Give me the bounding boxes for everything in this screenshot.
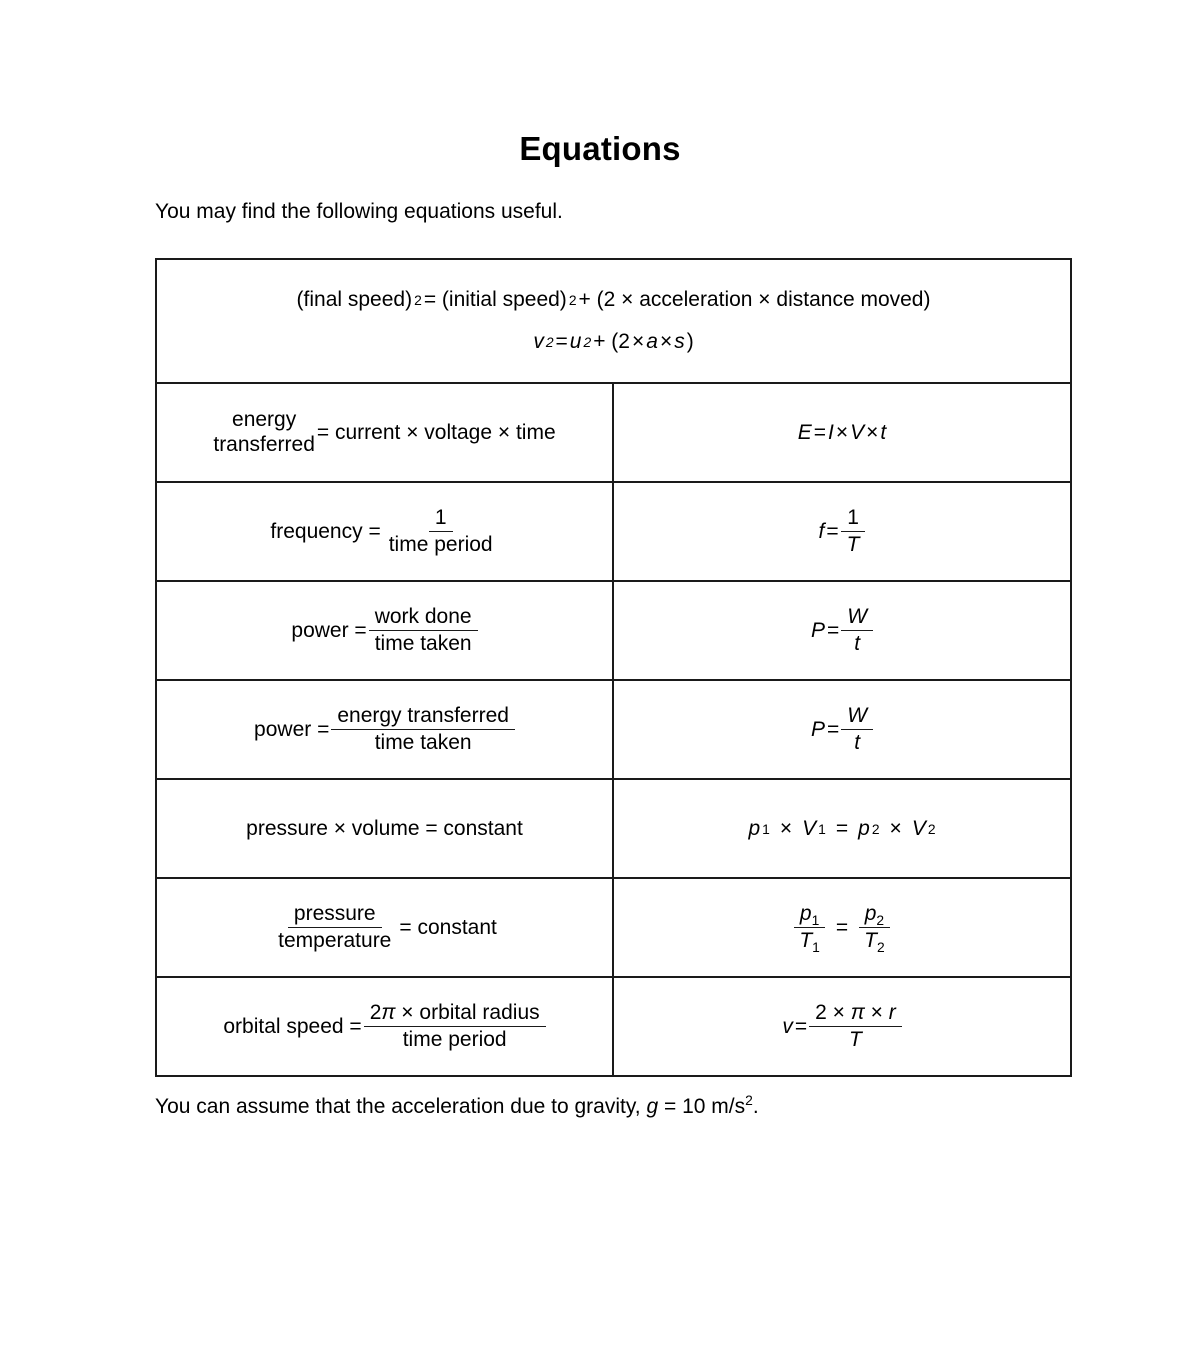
fraction-denominator: T	[848, 1028, 862, 1051]
pi-symbol: π	[844, 1001, 871, 1025]
cell-words-energy-transferred	[156, 383, 613, 482]
sym-T2: T	[864, 929, 877, 952]
suvat-u: u	[569, 330, 582, 353]
orbital-speed-lhs: orbital speed =	[223, 1014, 362, 1038]
pi-symbol: π	[381, 1001, 396, 1025]
table-row-power-work-done	[156, 581, 1071, 680]
num-times-2: ×	[870, 1001, 883, 1025]
cell-symbols-power-energy-transferred	[613, 680, 1071, 779]
suvat-times-2: ×	[659, 330, 673, 353]
num-two: 2	[369, 1001, 382, 1025]
suvat-eq: =	[555, 330, 568, 353]
symbol-fraction	[841, 704, 873, 754]
footer-exponent: 2	[745, 1092, 753, 1108]
cell-words-power-energy-transferred	[156, 680, 613, 779]
fraction-numerator	[809, 1001, 902, 1027]
table-row-orbital-speed	[156, 977, 1071, 1076]
table-row-boyles-law	[156, 779, 1071, 878]
stack-top: energy	[232, 408, 297, 432]
suvat-words-middle: = (initial speed)	[423, 287, 567, 311]
cell-symbols-frequency	[613, 482, 1071, 581]
symbol-fraction	[841, 506, 866, 556]
cell-symbols-power-work-done	[613, 581, 1071, 680]
cell-symbols-orbital-speed	[613, 977, 1071, 1076]
sym-times-1: ×	[779, 816, 793, 840]
table-row-frequency	[156, 482, 1071, 581]
orbital-speed-fraction	[364, 1001, 546, 1051]
power-lhs: power =	[254, 717, 330, 741]
fraction-denominator: t	[854, 731, 861, 754]
fraction-numerator	[794, 902, 825, 928]
pressure-law-fraction	[272, 902, 397, 952]
num-rest: × orbital radius	[395, 1001, 540, 1025]
sym-eq: =	[835, 816, 849, 840]
fraction-numerator: pressure	[288, 902, 382, 928]
sym-p2-sub: 2	[876, 912, 885, 929]
cell-words-frequency	[156, 482, 613, 581]
fraction-denominator: time period	[388, 533, 493, 556]
fraction-numerator: W	[841, 704, 873, 730]
fraction-denominator: T	[846, 533, 860, 556]
suvat-words-before: (final speed)	[296, 287, 413, 311]
sym-p2: p	[858, 816, 870, 840]
fraction-numerator: W	[841, 605, 873, 631]
suvat-plus: + (2	[593, 330, 630, 353]
sym-V1: V	[802, 816, 817, 840]
cell-symbols-energy-transferred	[613, 383, 1071, 482]
suvat-times-1: ×	[631, 330, 645, 353]
frequency-lhs: frequency =	[270, 519, 381, 543]
fraction-denominator: temperature	[278, 929, 392, 952]
fraction-numerator: work done	[369, 605, 478, 631]
symbol-fraction	[841, 605, 873, 655]
sym-T2-sub: 2	[876, 939, 885, 956]
fraction-denominator	[793, 928, 826, 956]
sym-p1-sub: 1	[811, 912, 820, 929]
suvat-a: a	[646, 330, 658, 353]
fraction-numerator: energy transferred	[331, 704, 515, 730]
sym-eq: =	[826, 519, 839, 543]
table-row-energy-transferred	[156, 383, 1071, 482]
sym-T1: T	[799, 929, 813, 952]
boyles-law-text: pressure × volume = constant	[246, 816, 523, 840]
suvat-v: v	[533, 330, 544, 353]
fraction-denominator: time taken	[374, 731, 472, 754]
sym-p1: p	[799, 902, 812, 926]
sym-r: r	[882, 1001, 896, 1025]
cell-symbols-boyles-law: p 1 × V 1 = p 2 × V 2	[613, 779, 1071, 878]
stack-bottom: transferred	[213, 432, 315, 456]
sym-times-2: ×	[889, 816, 902, 840]
sym-times-1: ×	[835, 420, 849, 444]
cell-words-orbital-speed	[156, 977, 613, 1076]
footer-g-symbol: g	[646, 1095, 659, 1118]
fraction-numerator: 1	[429, 506, 453, 532]
sym-E: E	[797, 420, 812, 444]
cell-suvat	[156, 259, 1071, 383]
table-row-power-energy-transferred	[156, 680, 1071, 779]
sym-t: t	[880, 420, 887, 444]
cell-symbols-pressure-law	[613, 878, 1071, 977]
sym-p2: p	[864, 902, 877, 926]
sym-eq: =	[794, 1014, 808, 1038]
cell-words-power-work-done	[156, 581, 613, 680]
sym-eq: =	[835, 915, 849, 939]
sym-f: f	[818, 519, 825, 543]
symbol-fraction-left	[793, 902, 826, 956]
symbol-fraction	[809, 1001, 902, 1051]
fraction-numerator: 1	[841, 506, 865, 532]
fraction-denominator: t	[854, 632, 861, 655]
symbol-fraction-right	[858, 902, 891, 956]
sym-v: v	[782, 1014, 793, 1038]
frequency-fraction	[383, 506, 499, 556]
power-fraction	[331, 704, 515, 754]
suvat-words-line: (final speed) 2 = (initial speed) 2 + (2 × acceleration × distance moved)	[296, 287, 932, 313]
suvat-words-after: + (2 × acceleration × distance moved)	[578, 287, 931, 311]
fraction-denominator	[858, 928, 891, 956]
page-title: Equations	[519, 130, 681, 168]
cell-words-boyles-law	[156, 779, 613, 878]
sym-V2: V	[911, 816, 926, 840]
fraction-numerator	[859, 902, 890, 928]
power-fraction	[369, 605, 478, 655]
sym-P: P	[810, 618, 825, 642]
footer-period: .	[752, 1095, 759, 1118]
fraction-denominator: time taken	[374, 632, 472, 655]
energy-transferred-rest: = current × voltage × time	[316, 420, 556, 444]
table-row-suvat	[156, 259, 1071, 383]
pressure-law-rhs: = constant	[399, 915, 497, 939]
power-lhs: power =	[291, 618, 367, 642]
sym-times-2: ×	[866, 420, 879, 444]
footer-after: = 10 m/s	[658, 1095, 746, 1118]
fraction-numerator	[364, 1001, 546, 1027]
sym-V: V	[850, 420, 865, 444]
table-row-pressure-law	[156, 878, 1071, 977]
suvat-s: s	[674, 330, 685, 353]
sym-p1: p	[748, 816, 761, 840]
intro-text: You may find the following equations useful.	[155, 200, 563, 223]
sym-T1-sub: 1	[812, 939, 820, 956]
sym-eq: =	[826, 618, 840, 642]
sym-P: P	[810, 717, 825, 741]
sym-eq: =	[813, 420, 827, 444]
sym-eq: =	[826, 717, 840, 741]
suvat-symbol-line: v 2 = u 2 + (2 × a × s )	[532, 329, 694, 355]
footer-before: You can assume that the acceleration due to gravity,	[155, 1095, 647, 1118]
suvat-close: )	[686, 330, 694, 353]
equations-table	[155, 258, 1072, 1077]
num-times-1: ×	[832, 1001, 845, 1025]
energy-transferred-stack	[213, 408, 315, 456]
cell-words-pressure-law	[156, 878, 613, 977]
footer-note	[155, 1092, 759, 1119]
fraction-denominator: time period	[402, 1028, 507, 1051]
num-two: 2	[815, 1001, 833, 1025]
sym-I: I	[828, 420, 834, 444]
